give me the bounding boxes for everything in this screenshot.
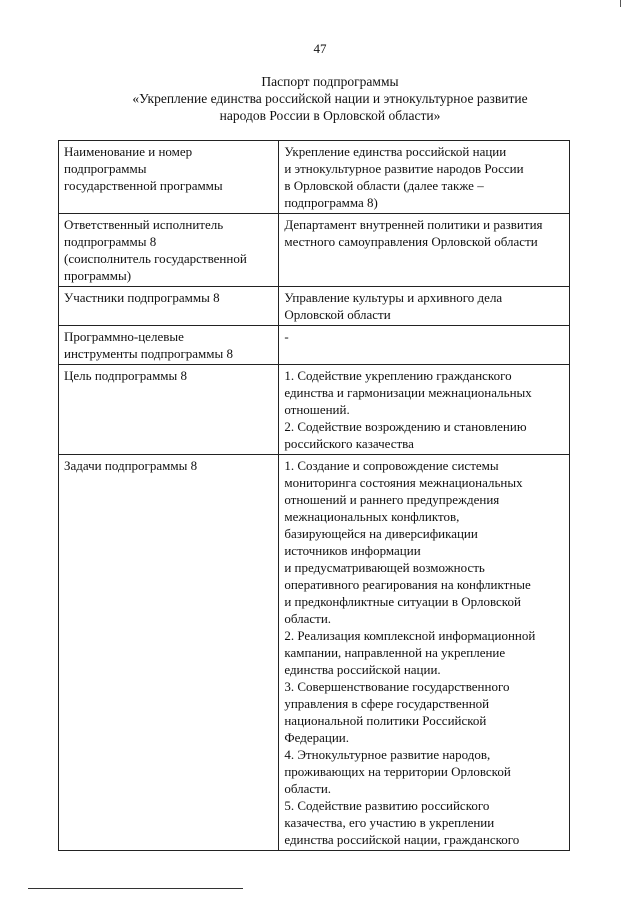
row-value-line: 5. Содействие развитию российского [284,798,490,813]
row-value-line: национальной политики Российской [284,713,487,728]
row-value-line: проживающих на территории Орловской [284,764,511,779]
row-value-line: - [284,329,289,344]
row-value-line: в Орловской области (далее также – [284,178,484,193]
row-value-line: и этнокультурное развитие народов России [284,161,524,176]
row-value-line: мониторинга состояния межнациональных [284,475,523,490]
row-value-line: единства российской нации. [284,662,441,677]
table-row [59,287,570,326]
row-value-line: управления в сфере государственной [284,696,490,711]
row-label-line: подпрограммы [64,161,147,176]
table-row [59,455,570,851]
row-value-line: местного самоуправления Орловской области [284,234,538,249]
row-value-line: и предусматривающей возможность [284,560,485,575]
row-value-line: отношений. [284,402,350,417]
row-label-cell [59,214,279,287]
row-value-cell [279,326,570,365]
row-label-line: Цель подпрограммы 8 [64,368,188,383]
passport-title [80,73,580,124]
title-line: народов России в Орловской области» [219,108,441,123]
row-value-line: Управление культуры и архивного дела [284,290,503,305]
row-value-line: казачества, его участию в укреплении [284,815,495,830]
row-value-line: базирующейся на диверсификации [284,526,478,541]
row-value-cell [279,365,570,455]
row-label-cell [59,326,279,365]
row-value-cell [279,214,570,287]
row-value-line: кампании, направленной на укрепление [284,645,506,660]
row-value-line: единства российской нации, гражданского [284,832,520,847]
page-number: 47 [313,41,327,56]
row-label-line: подпрограммы 8 [64,234,157,249]
row-value-line: и предконфликтные ситуации в Орловской [284,594,521,609]
row-label-line: Наименование и номер [64,144,193,159]
row-label-line: программы) [64,268,132,283]
row-label-line: Ответственный исполнитель [64,217,224,232]
edge-mark [620,0,621,7]
row-label-cell [59,365,279,455]
row-label-line: инструменты подпрограммы 8 [64,346,233,361]
table-row [59,214,570,287]
table-row [59,326,570,365]
row-value-cell [279,287,570,326]
row-value-line: единства и гармонизации межнациональных [284,385,532,400]
row-label-line: государственной программы [64,178,223,193]
row-value-cell [279,455,570,851]
row-value-line: области. [284,781,332,796]
row-value-line: 1. Создание и сопровождение системы [284,458,499,473]
passport-table [58,140,570,851]
table-row [59,365,570,455]
row-value-line: 1. Содействие укреплению гражданского [284,368,512,383]
row-label-cell [59,455,279,851]
row-value-line: межнациональных конфликтов, [284,509,460,524]
row-value-line: Укрепление единства российской нации [284,144,507,159]
passport-table-body [59,141,570,851]
row-value-line: отношений и раннего предупреждения [284,492,500,507]
row-value-line: российского казачества [284,436,414,451]
row-value-line: Департамент внутренней политики и развития [284,217,543,232]
row-value-line: источников информации [284,543,421,558]
row-value-line: 2. Реализация комплексной информационной [284,628,536,643]
row-label-line: Участники подпрограммы 8 [64,290,220,305]
row-value-line: Федерации. [284,730,349,745]
row-value-line: 3. Совершенствование государственного [284,679,510,694]
row-value-line: Орловской области [284,307,391,322]
row-value-line: оперативного реагирования на конфликтные [284,577,531,592]
row-value-cell [279,141,570,214]
row-label-cell [59,287,279,326]
row-label-line: (соисполнитель государственной [64,251,247,266]
footnote-divider [28,888,243,889]
row-value-line: подпрограмма 8) [284,195,378,210]
row-label-line: Задачи подпрограммы 8 [64,458,198,473]
row-value-line: 4. Этнокультурное развитие народов, [284,747,491,762]
row-label-cell [59,141,279,214]
table-row [59,141,570,214]
row-label-line: Программно-целевые [64,329,184,344]
row-value-line: 2. Содействие возрождению и становлению [284,419,527,434]
title-line: «Укрепление единства российской нации и этнокультурное развитие [132,91,528,106]
title-line: Паспорт подпрограммы [261,74,399,89]
row-value-line: области. [284,611,332,626]
